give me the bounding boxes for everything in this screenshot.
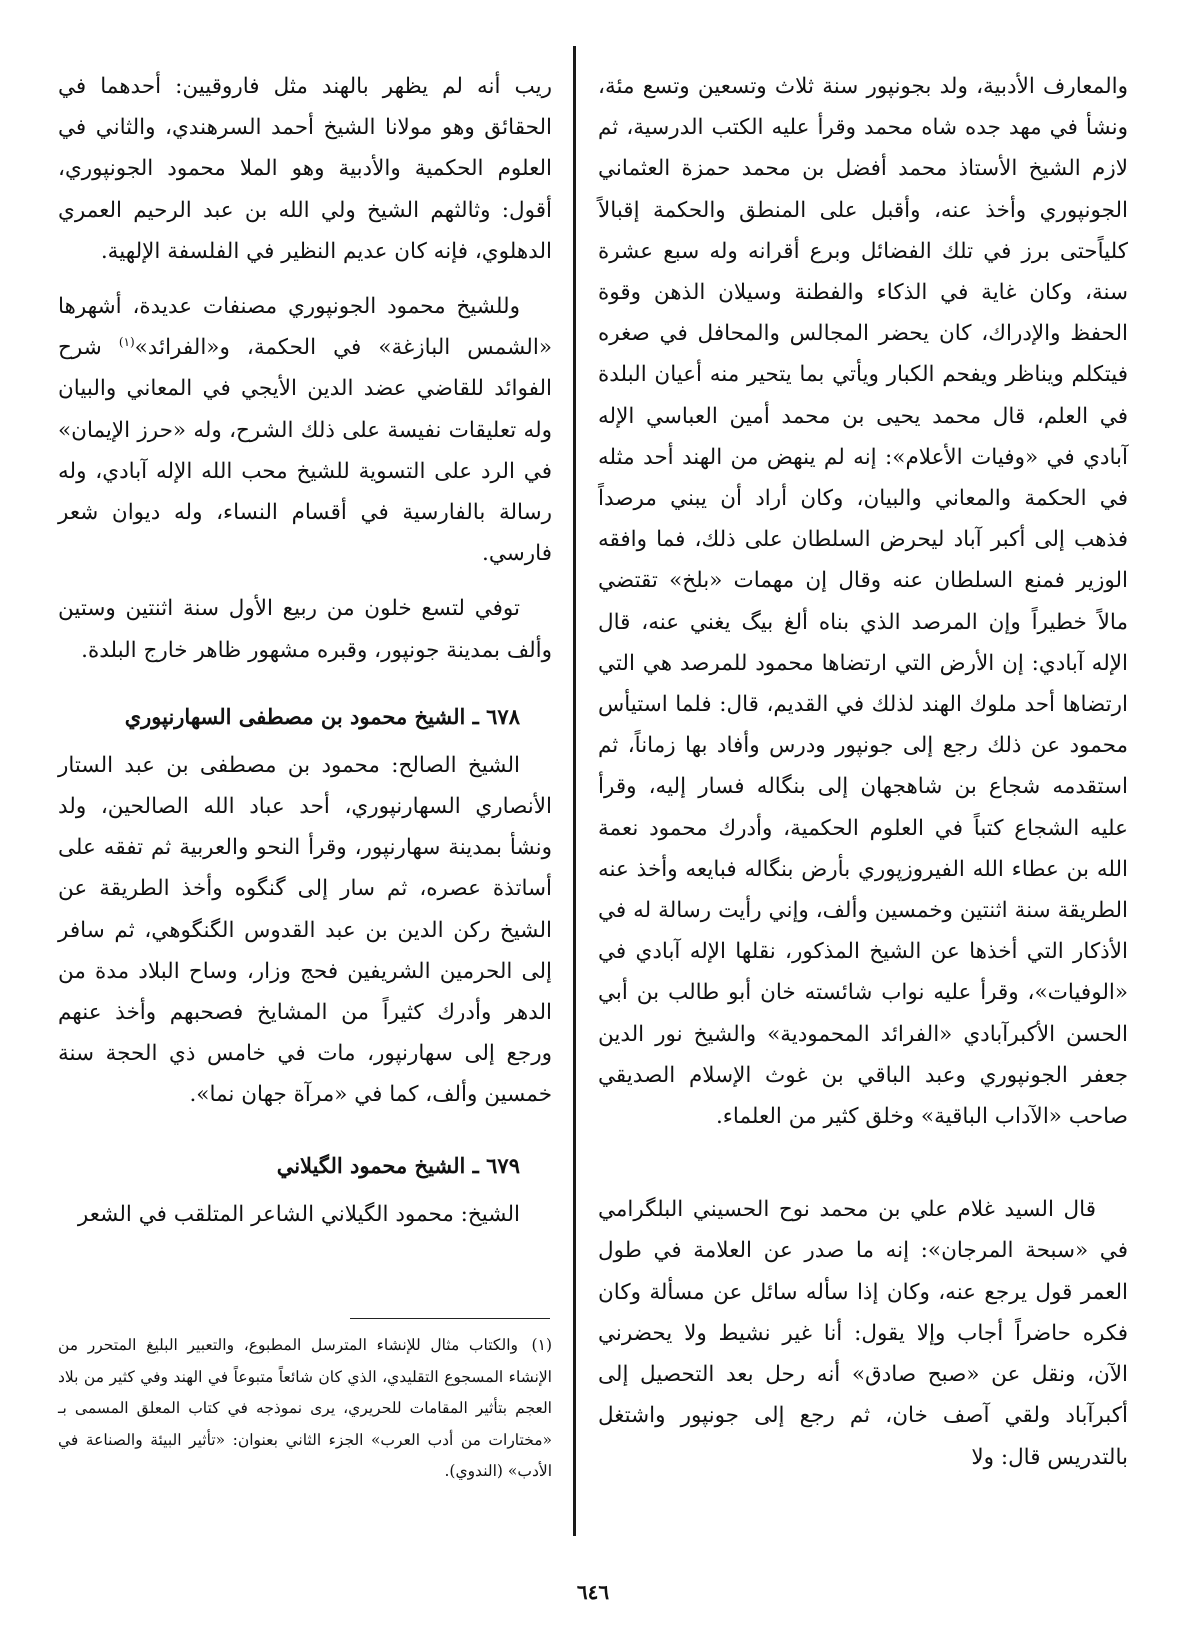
paragraph-text: وللشيخ محمود الجونپوري مصنفات عديدة، أشهرها «الشمس البازغة» في الحكمة، و«الفرائد» (58, 294, 552, 361)
footnote (58, 1330, 552, 1488)
footnote-text: والكتاب مثال للإنشاء المترسل المطبوع، والتعبير البليغ المتحرر من الإنشاء المسجوع التقليدي، الذي كان شائعاً متبوعاً في الهند وفي كثير من بلاد العجم بتأثير المقامات للحريري، يرى نموذجه في كتاب المعلق المسمى بـ «مختارات من أدب العرب» الجزء الثاني بعنوان: «تأثير البيئة والصناعة في الأدب» (الندوي). (58, 1336, 552, 1480)
paragraph: الشيخ: محمود الگيلاني الشاعر المتلقب في الشعر (77, 1201, 520, 1227)
left-column (58, 66, 552, 1235)
paragraph: توفي لتسع خلون من ربيع الأول سنة اثنتين وستين وألف بمدينة جونپور، وقبره مشهور ظاهر خارج البلدة. (58, 596, 552, 663)
paragraph-text: شرح الفوائد للقاضي عضد الدين الأيجي في المعاني والبيان وله تعليقات نفيسة على ذلك الشرح، وله «حرز الإيمان» في الرد على التسوية للشيخ محب الله الإله آبادي، وله رسالة بالفارسية في أقسام النساء، وله ديوان شعر فارسي. (58, 335, 552, 567)
paragraph: الشيخ الصالح: محمود بن مصطفى بن عبد الستار الأنصاري السهارنپوري، أحد عباد الله الصالحين، ولد ونشأ بمدينة سهارنپور، وقرأ النحو والعربية ثم تفقه على أساتذة عصره، ثم سار إلى گنگوه وأخذ الطريقة عن الشيخ ركن الدين بن عبد القدوس الگنگوهي، ثم سافر إلى الحرمين الشريفين فحج وزار، وساح البلاد مدة من الدهر وأدرك كثيراً من المشايخ فصحبهم وأخذ عنهم ورجع إلى سهارنپور، مات في خامس ذي الحجة سنة خمسين وألف، كما في «مرآة جهان نما». (58, 752, 552, 1108)
right-column (598, 66, 1128, 1478)
paragraph (58, 286, 552, 574)
section-heading: ٦٧٩ ـ الشيخ محمود الگيلاني (276, 1152, 520, 1178)
footnote-rule (350, 1318, 550, 1319)
page-number: ٦٤٦ (576, 1580, 610, 1604)
section-heading: ٦٧٨ ـ الشيخ محمود بن مصطفى السهارنپوري (124, 703, 520, 729)
column-divider (573, 46, 576, 1536)
footnote-marker: (١) (118, 335, 135, 350)
paragraph: والمعارف الأدبية، ولد بجونپور سنة ثلاث وتسعين وتسع مئة، ونشأ في مهد جده شاه محمد وقرأ عليه الكتب الدرسية، ثم لازم الشيخ الأستاذ محمد أفضل بن محمد حمزة العثماني الجونپوري وأخذ عنه، وأقبل على المنطق والحكمة إقبالاً كلياًحتى برز في تلك الفضائل وبرع أقرانه وله سبع عشرة سنة، وكان غاية في الذكاء والفطنة وسيلان الذهن وقوة الحفظ والإدراك، كان يحضر المجالس والمحافل في صغره فيتكلم ويناظر ويفحم الكبار ويأتي بما يتحير منه أعيان البلدة في العلم، قال محمد يحيى بن محمد أمين العباسي الإله آبادي في «وفيات الأعلام»: إنه لم ينهض من الهند أحد مثله في الحكمة والمعاني والبيان، وكان أراد أن يبني مرصداً فذهب إلى أكبر آباد ليحرض السلطان على ذلك، فما وافقه الوزير فمنع السلطان عنه وقال إن مهمات «بلخ» تقتضي مالاً خطيراً وإن المرصد الذي بناه ألغ بيگ يغني عنه، قال الإله آبادي: إن الأرض التي ارتضاها محمود للمرصد هي التي ارتضاها أحد ملوك الهند لذلك في القديم، قال: فلما استيأس محمود عن ذلك رجع إلى جونپور ودرس وأفاد بها زماناً، ثم استقدمه شجاع بن شاهجهان إلى بنگاله فسار إليه، وقرأ عليه الشجاع كتباً في العلوم الحكمية، وأدرك محمود نعمة الله بن عطاء الله الفيروزپوري بأرض بنگاله فبايعه وأخذ عنه الطريقة سنة اثنتين وخمسين وألف، وإني رأيت رسالة له في الأذكار التي أخذها عن الشيخ المذكور، نقلها الإله آبادي في «الوفيات»، وقرأ عليه نواب شائسته خان أبو طالب بن أبي الحسن الأكبرآبادي «الفرائد المحمودية» والشيخ نور الدين جعفر الجونپوري وعبد الباقي بن غوث الإسلام الصديقي صاحب «الآداب الباقية» وخلق كثير من العلماء. (598, 74, 1128, 1130)
footnote-number: (١) (531, 1336, 552, 1354)
paragraph: ريب أنه لم يظهر بالهند مثل فاروقيين: أحدهما في الحقائق وهو مولانا الشيخ أحمد السرهندي، والثاني في العلوم الحكمية والأدبية وهو الملا محمود الجونپوري، أقول: وثالثهم الشيخ ولي الله بن عبد الرحيم العمري الدهلوي، فإنه كان عديم النظير في الفلسفة الإلهية. (58, 74, 552, 264)
paragraph: قال السيد غلام علي بن محمد نوح الحسيني البلگرامي في «سبحة المرجان»: إنه ما صدر عن العلامة في طول العمر قول يرجع عنه، وكان إذا سأله سائل عن مسألة وكان فكره حاضراً أجاب وإلا يقول: أنا غير نشيط ولا يحضرني الآن، ونقل عن «صبح صادق» أنه رحل بعد التحصيل إلى أكبرآباد ولقي آصف خان، ثم رجع إلى جونپور واشتغل بالتدريس قال: ولا (598, 1197, 1128, 1470)
